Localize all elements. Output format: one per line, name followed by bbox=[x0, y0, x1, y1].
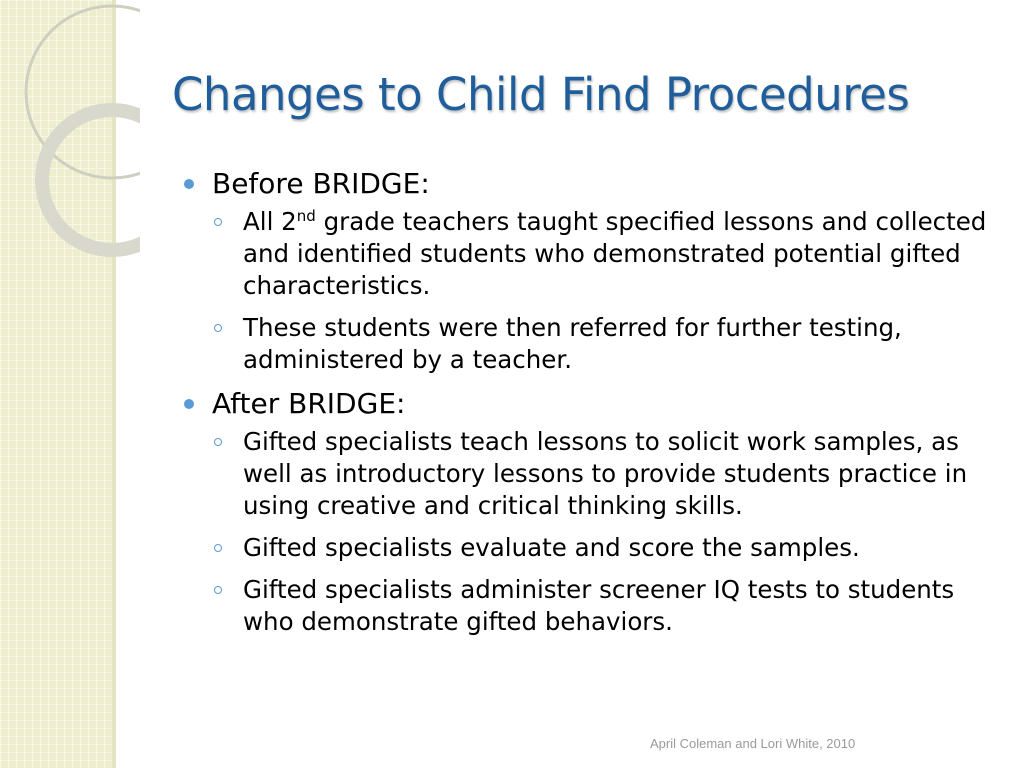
sub-bullet bbox=[214, 532, 1003, 564]
sub-bullet-text: Gifted specialists evaluate and score the samples. bbox=[243, 533, 860, 562]
ring-bullet-icon bbox=[214, 438, 222, 446]
ordinal-suffix: nd bbox=[296, 207, 316, 225]
bullet-heading: After BRIDGE: bbox=[212, 387, 406, 420]
sub-bullet-text: Gifted specialists administer screener IQ tests to students who demonstrate gifted behaviors. bbox=[243, 575, 955, 636]
sub-bullet-text: Gifted specialists teach lessons to solicit work samples, as well as introductory lessons to provide students practice in using creative and critical thinking skills. bbox=[243, 427, 968, 520]
sub-bullet-text-start: All 2 bbox=[243, 207, 297, 236]
ring-bullet-icon bbox=[214, 218, 222, 226]
slide-title: Changes to Child Find Procedures bbox=[172, 68, 910, 121]
sub-bullet bbox=[214, 312, 1003, 376]
sub-bullet bbox=[214, 574, 1003, 638]
bullet-dot-icon bbox=[184, 179, 194, 189]
ring-bullet-icon bbox=[214, 324, 222, 332]
decorative-rings-graphic bbox=[0, 0, 140, 260]
bullet-heading: Before BRIDGE: bbox=[212, 167, 430, 200]
sub-bullet-text-end: grade teachers taught specified lessons and collected and identified students who demonstrated potential gifted characteristics. bbox=[243, 207, 987, 300]
sub-bullet bbox=[214, 426, 1003, 522]
sub-bullet-text: These students were then referred for further testing, administered by a teacher. bbox=[243, 313, 902, 374]
bullet-before-bridge bbox=[184, 166, 1004, 202]
bullet-dot-icon bbox=[184, 399, 194, 409]
ring-bullet-icon bbox=[214, 586, 222, 594]
bullet-after-bridge bbox=[184, 386, 1004, 422]
ring-bullet-icon bbox=[214, 544, 222, 552]
slide-body bbox=[184, 166, 1004, 648]
sub-bullet bbox=[214, 206, 1003, 302]
slide-footer: April Coleman and Lori White, 2010 bbox=[650, 736, 856, 751]
